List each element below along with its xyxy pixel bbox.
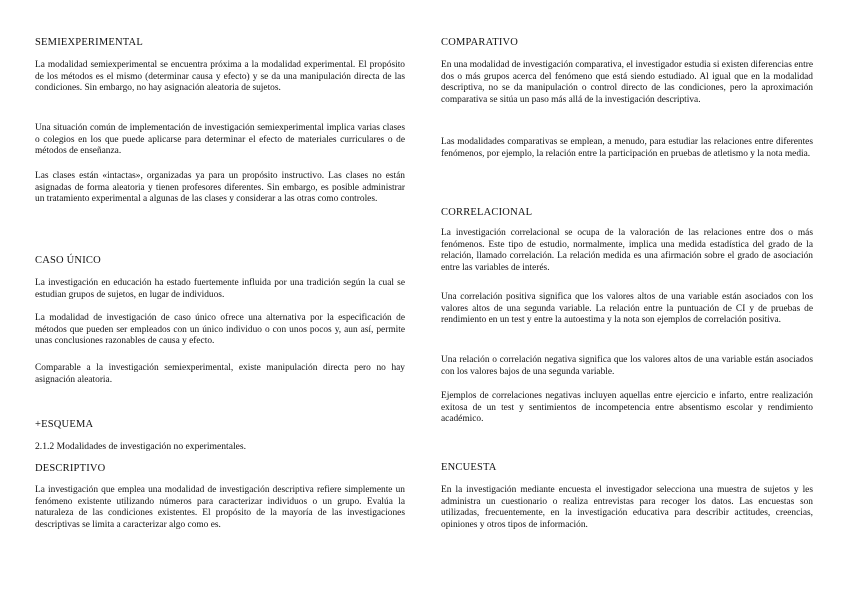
semiexperimental-paragraph-1: La modalidad semiexperimental se encuentra próxima a la modalidad experimental. El propósito de los métodos es el mismo (determinar causa y efecto) y se da una manipulación directa de las condiciones. Sin embargo, no hay asignación aleatoria de sujetos. — [35, 60, 405, 94]
semiexperimental-paragraph-2: Una situación común de implementación de investigación semiexperimental implica varias clases o colegios en los que puede aplicarse para determinar el efecto de materiales curriculares o de métodos de enseñanza. — [35, 123, 405, 157]
descriptivo-paragraph-1: La investigación que emplea una modalidad de investigación descriptiva refiere simplemente un fenómeno existente utilizando números para caracterizar individuos o un grupo. Evalúa la naturaleza de las condiciones existentes. El propósito de la mayoría de las investigaciones descriptivas se limita a caracterizar algo como es. — [35, 485, 405, 530]
correlacional-paragraph-4: Ejemplos de correlaciones negativas incluyen aquellas entre ejercicio e infarto, entre realización exitosa de un test y sentimientos de incompetencia entre absentismo escolar y rendimiento académico. — [441, 391, 813, 425]
encuesta-paragraph-1: En la investigación mediante encuesta el investigador selecciona una muestra de sujetos y les administra un cuestionario o realiza entrevistas para recoger los datos. Las encuestas son utilizadas, frecuentemente, en la investigación educativa para describir actitudes, creencias, opiniones y otros tipos de información. — [441, 485, 813, 530]
heading-caso-unico: CASO ÚNICO — [35, 255, 101, 266]
heading-correlacional: CORRELACIONAL — [441, 207, 533, 218]
heading-descriptivo: DESCRIPTIVO — [35, 463, 106, 474]
caso-unico-paragraph-2: La modalidad de investigación de caso único ofrece una alternativa por la especificación de métodos que pueden ser empleados con un único individuo o con unos pocos y, aun así, permite unas conclusiones razonables de causa y efecto. — [35, 313, 405, 347]
subheading-modalidades-no-experimentales: 2.1.2 Modalidades de investigación no experimentales. — [35, 441, 247, 452]
comparativo-paragraph-2: Las modalidades comparativas se emplean, a menudo, para estudiar las relaciones entre diferentes fenómenos, por ejemplo, la relación entre la participación en pruebas de atletismo y la nota media. — [441, 137, 813, 159]
heading-encuesta: ENCUESTA — [441, 462, 497, 473]
correlacional-paragraph-3: Una relación o correlación negativa significa que los valores altos de una variable están asociados con los valores bajos de una segunda variable. — [441, 355, 813, 377]
correlacional-paragraph-2: Una correlación positiva significa que los valores altos de una variable están asociados con los valores altos de una segunda variable. La relación entre la puntuación de CI y de pruebas de rendimiento en un test y entre la autoestima y la nota son ejemplos de correlación positiva. — [441, 292, 813, 326]
heading-comparativo: COMPARATIVO — [441, 37, 519, 48]
caso-unico-paragraph-3: Comparable a la investigación semiexperimental, existe manipulación directa pero no hay asignación aleatoria. — [35, 363, 405, 385]
heading-semiexperimental: SEMIEXPERIMENTAL — [35, 37, 143, 48]
correlacional-paragraph-1: La investigación correlacional se ocupa de la valoración de las relaciones entre dos o más fenómenos. Este tipo de estudio, normalmente, implica una medida estadística del grado de la relación, llamado correlación. La relación medida es una afirmación sobre el grado de asociación entre las variables de interés. — [441, 228, 813, 273]
heading-esquema[interactable]: +ESQUEMA — [35, 419, 94, 430]
caso-unico-paragraph-1: La investigación en educación ha estado fuertemente influida por una tradición según la cual se estudian grupos de sujetos, en lugar de individuos. — [35, 278, 405, 300]
semiexperimental-paragraph-3: Las clases están «intactas», organizadas ya para un propósito instructivo. Las clases no están asignadas de forma aleatoria y tienen profesores diferentes. Sin embargo, es posible administrar un tratamiento experimental a algunas de las clases y considerar a las otras como controles. — [35, 171, 405, 205]
comparativo-paragraph-1: En una modalidad de investigación comparativa, el investigador estudia si existen diferencias entre dos o más grupos acerca del fenómeno que está siendo estudiado. Al igual que en la modalidad descriptiva, no se da manipulación o control directo de las condiciones, pero la aproximación comparativa se sitúa un paso más allá de la investigación descriptiva. — [441, 60, 813, 105]
